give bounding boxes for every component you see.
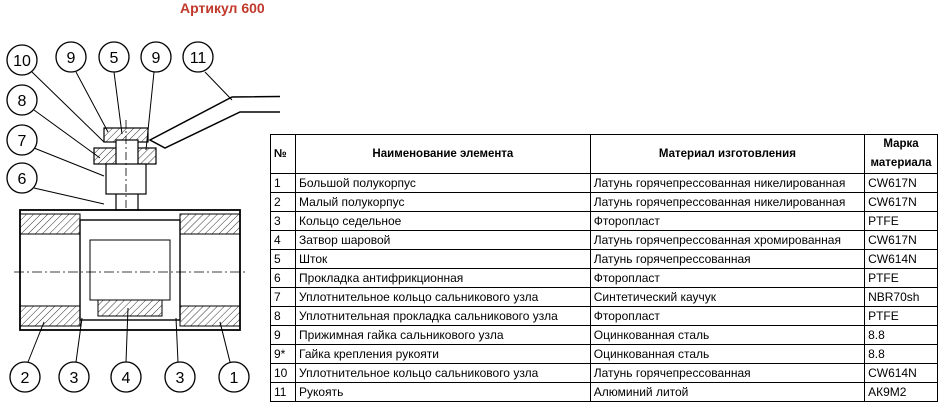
cell-mark: PTFE bbox=[865, 269, 938, 288]
cell-num: 6 bbox=[271, 269, 296, 288]
cell-material: Оцинкованная сталь bbox=[590, 345, 864, 364]
callout-left-2: 7 bbox=[17, 133, 27, 150]
callout-top-1: 10 bbox=[13, 53, 31, 70]
table-row bbox=[271, 307, 938, 326]
cell-mark: 8.8 bbox=[865, 326, 938, 345]
cell-material: Фторопласт bbox=[590, 307, 864, 326]
table-row bbox=[271, 212, 938, 231]
cell-num: 9 bbox=[271, 326, 296, 345]
callout-left-3: 6 bbox=[17, 171, 27, 188]
callout-top-2: 9 bbox=[66, 50, 76, 67]
cell-num: 5 bbox=[271, 250, 296, 269]
cell-material: Латунь горячепрессованная никелированная bbox=[590, 193, 864, 212]
cell-name: Уплотнительное кольцо сальникового узла bbox=[296, 364, 591, 383]
table-header-row bbox=[271, 135, 938, 174]
cell-mark: CW614N bbox=[865, 250, 938, 269]
cell-mark: CW617N bbox=[865, 231, 938, 250]
cell-mark: 8.8 bbox=[865, 345, 938, 364]
table-row bbox=[271, 326, 938, 345]
table-row bbox=[271, 174, 938, 193]
ball-valve-drawing bbox=[0, 20, 280, 412]
cell-num: 11 bbox=[271, 383, 296, 402]
cell-name: Уплотнительное кольцо сальникового узла bbox=[296, 288, 591, 307]
cell-material: Латунь горячепрессованная никелированная bbox=[590, 174, 864, 193]
cell-name: Прижимная гайка сальникового узла bbox=[296, 326, 591, 345]
table-row bbox=[271, 345, 938, 364]
page-title: Артикул 600 bbox=[180, 0, 265, 16]
cell-num: 7 bbox=[271, 288, 296, 307]
callout-bottom-4: 3 bbox=[175, 370, 185, 387]
cell-material: Алюминий литой bbox=[590, 383, 864, 402]
handle bbox=[150, 83, 280, 148]
cell-name: Гайка крепления рукояти bbox=[296, 345, 591, 364]
cell-name: Малый полукорпус bbox=[296, 193, 591, 212]
callout-bottom-2: 3 bbox=[69, 370, 79, 387]
cell-num: 8 bbox=[271, 307, 296, 326]
cell-num: 2 bbox=[271, 193, 296, 212]
cell-mark: CW617N bbox=[865, 193, 938, 212]
header-mark: Марка материала bbox=[865, 135, 938, 174]
cell-mark: NBR70sh bbox=[865, 288, 938, 307]
cell-material: Оцинкованная сталь bbox=[590, 326, 864, 345]
cell-name: Большой полукорпус bbox=[296, 174, 591, 193]
callout-top-3: 5 bbox=[109, 50, 119, 67]
header-num: № bbox=[271, 135, 296, 174]
cell-name: Затвор шаровой bbox=[296, 231, 591, 250]
cell-mark: PTFE bbox=[865, 212, 938, 231]
cell-material: Фторопласт bbox=[590, 269, 864, 288]
cell-name: Прокладка антифрикционная bbox=[296, 269, 591, 288]
cell-mark: CW614N bbox=[865, 364, 938, 383]
cell-name: Кольцо седельное bbox=[296, 212, 591, 231]
table-row bbox=[271, 364, 938, 383]
cell-material: Латунь горячепрессованная bbox=[590, 250, 864, 269]
table-row bbox=[271, 269, 938, 288]
cell-material: Фторопласт bbox=[590, 212, 864, 231]
cell-mark: CW617N bbox=[865, 174, 938, 193]
header-material: Материал изготовления bbox=[590, 135, 864, 174]
cell-mark: АК9М2 bbox=[865, 383, 938, 402]
callout-left-1: 8 bbox=[17, 93, 27, 110]
header-name: Наименование элемента bbox=[296, 135, 591, 174]
callout-bottom-3: 4 bbox=[121, 370, 131, 387]
table-row bbox=[271, 288, 938, 307]
callout-top-4: 9 bbox=[151, 50, 161, 67]
cell-mark: PTFE bbox=[865, 307, 938, 326]
specification-table bbox=[270, 134, 938, 402]
cell-num: 10 bbox=[271, 364, 296, 383]
cell-name: Рукоять bbox=[296, 383, 591, 402]
cell-num: 9* bbox=[271, 345, 296, 364]
cell-num: 1 bbox=[271, 174, 296, 193]
callout-bottom-1: 2 bbox=[20, 370, 30, 387]
callout-bottom-5: 1 bbox=[229, 370, 239, 387]
cell-material: Латунь горячепрессованная bbox=[590, 364, 864, 383]
valve-body bbox=[14, 210, 248, 330]
cell-num: 4 bbox=[271, 231, 296, 250]
cell-material: Синтетический каучук bbox=[590, 288, 864, 307]
cell-material: Латунь горячепрессованная хромированная bbox=[590, 231, 864, 250]
table-row bbox=[271, 231, 938, 250]
callout-top-5: 11 bbox=[189, 50, 207, 67]
table-row bbox=[271, 383, 938, 402]
table-row bbox=[271, 193, 938, 212]
table-row bbox=[271, 250, 938, 269]
cell-name: Шток bbox=[296, 250, 591, 269]
cell-name: Уплотнительная прокладка сальникового узла bbox=[296, 307, 591, 326]
cell-num: 3 bbox=[271, 212, 296, 231]
